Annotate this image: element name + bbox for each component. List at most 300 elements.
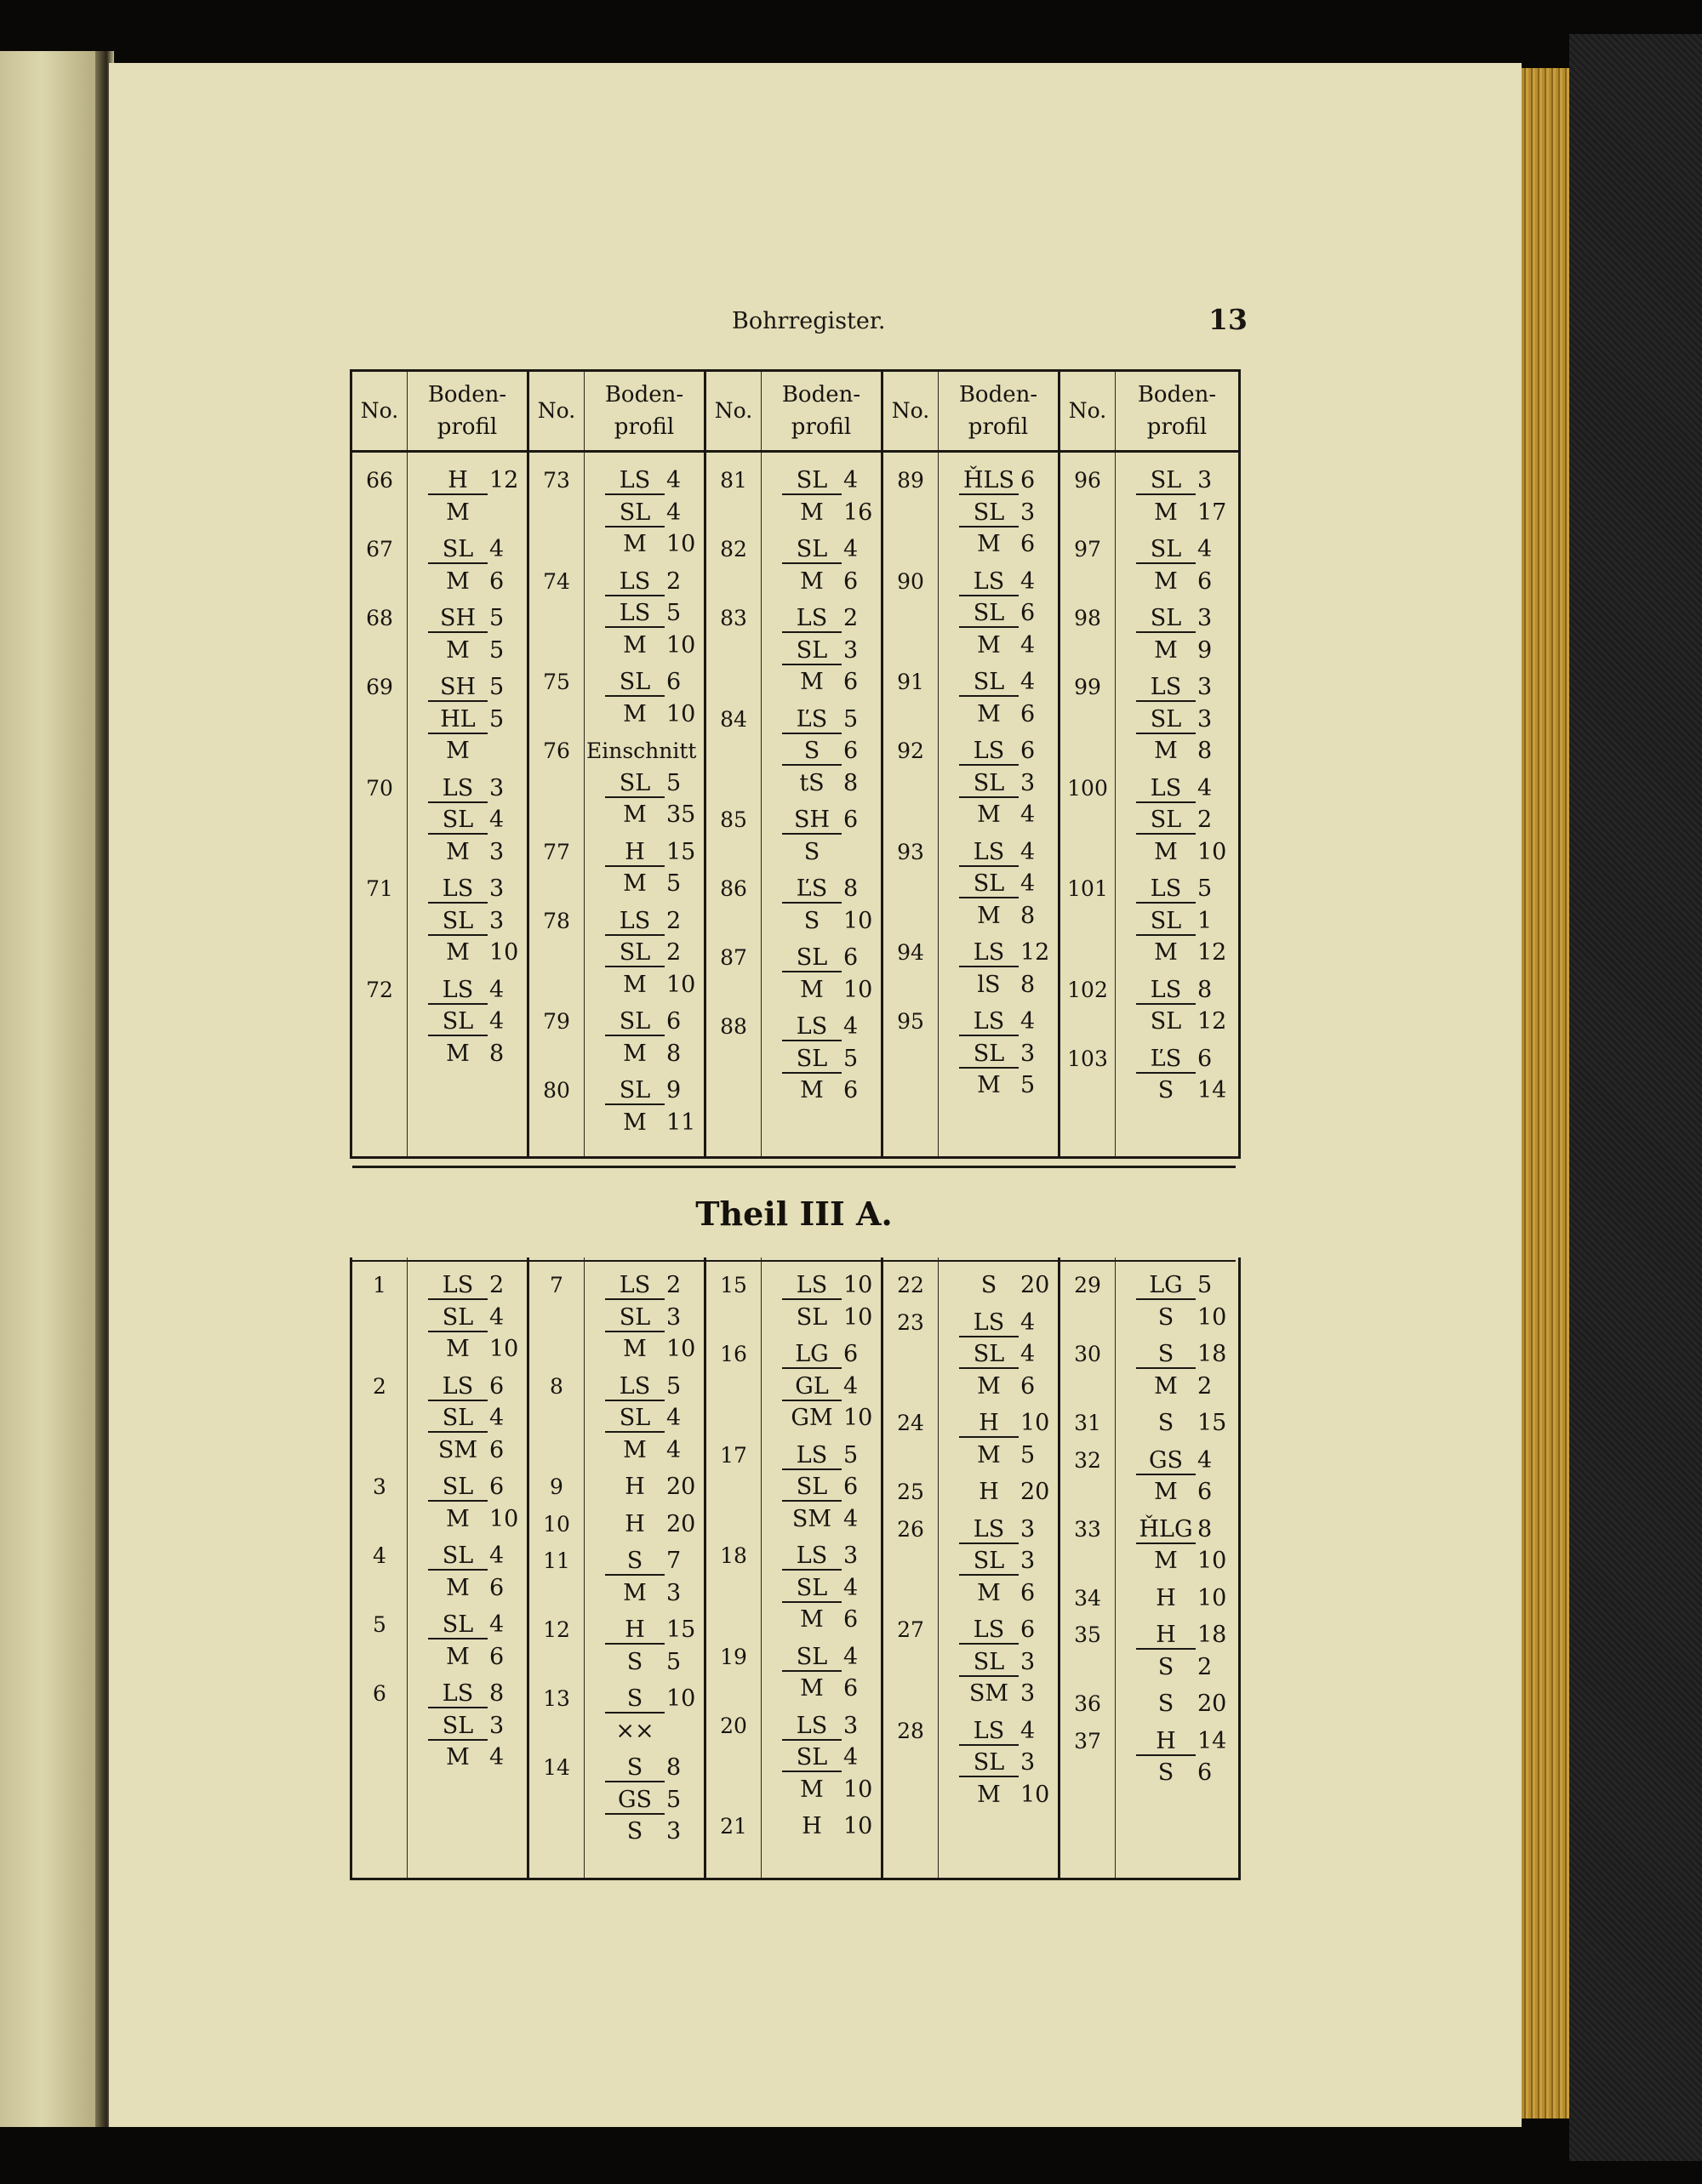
soil-symbol: SL bbox=[605, 666, 665, 697]
layer-depth: 4 bbox=[843, 467, 859, 493]
layer-depth: 6 bbox=[843, 944, 859, 971]
profile-layer bbox=[408, 1302, 527, 1334]
soil-symbol: SL bbox=[782, 1742, 842, 1772]
soil-symbol: M bbox=[800, 1675, 824, 1702]
soil-symbol: Einschnitt bbox=[586, 738, 697, 763]
number-column bbox=[351, 452, 408, 1158]
profile-layer bbox=[585, 1816, 704, 1848]
layer-depth: 6 bbox=[666, 1008, 682, 1035]
profile-layer bbox=[939, 1678, 1058, 1710]
profile-layer bbox=[939, 1646, 1058, 1679]
profile-layer bbox=[408, 1678, 527, 1710]
soil-symbol: M bbox=[623, 1040, 647, 1067]
soil-symbol: M bbox=[623, 1336, 647, 1362]
profile-layer bbox=[585, 1784, 704, 1816]
soil-symbol: SL bbox=[782, 1641, 842, 1672]
soil-symbol: M bbox=[446, 1336, 470, 1362]
soil-symbol: SL bbox=[959, 767, 1019, 798]
profile-layer bbox=[762, 635, 881, 667]
soil-symbol: M bbox=[623, 631, 647, 659]
profile-layer bbox=[939, 799, 1058, 831]
profile-layer bbox=[939, 1407, 1058, 1440]
profile-entry bbox=[585, 1752, 704, 1853]
layer-depth: 3 bbox=[1020, 1680, 1036, 1707]
layer-depth: 3 bbox=[666, 1579, 682, 1606]
soil-symbol: SL bbox=[959, 868, 1019, 898]
profile-layer bbox=[939, 1038, 1058, 1070]
profile-layer bbox=[585, 1434, 704, 1467]
number-column bbox=[1059, 1257, 1116, 1879]
layer-depth: 6 bbox=[1197, 1759, 1213, 1786]
soil-symbol: M bbox=[446, 499, 470, 526]
boring-number: 96 bbox=[1074, 468, 1101, 493]
boring-number: 35 bbox=[1074, 1622, 1101, 1647]
soil-symbol: M bbox=[977, 1372, 1001, 1400]
boring-number: 68 bbox=[366, 606, 393, 630]
number-column bbox=[882, 1257, 939, 1879]
profile-layer bbox=[1116, 1688, 1238, 1720]
soil-symbol: M bbox=[977, 1579, 1001, 1606]
profile-layer bbox=[939, 597, 1058, 630]
profile-layer bbox=[939, 836, 1058, 869]
soil-symbol: M bbox=[446, 738, 470, 764]
soil-symbol: SL bbox=[428, 1402, 488, 1433]
layer-depth: 15 bbox=[666, 838, 696, 865]
soil-symbol: SM bbox=[968, 1680, 1009, 1707]
soil-symbol: lS bbox=[977, 971, 1001, 998]
number-column bbox=[1059, 452, 1116, 1158]
soil-symbol: M bbox=[1154, 1479, 1178, 1505]
profile-layer bbox=[762, 1011, 881, 1043]
profile-entry bbox=[585, 1545, 704, 1614]
layer-depth: 10 bbox=[489, 1336, 519, 1362]
soil-symbol: SL bbox=[959, 497, 1019, 527]
profile-layer bbox=[1116, 937, 1238, 969]
layer-depth: 10 bbox=[1020, 1410, 1050, 1436]
soil-symbol: H bbox=[959, 1407, 1019, 1438]
profile-layer bbox=[939, 900, 1058, 932]
profile-entry bbox=[1116, 671, 1238, 773]
boring-number: 27 bbox=[897, 1617, 924, 1642]
boring-number: 66 bbox=[366, 468, 393, 493]
soil-symbol: SL bbox=[605, 1006, 665, 1036]
profile-entry bbox=[1116, 1582, 1238, 1620]
layer-depth: 4 bbox=[1020, 567, 1036, 595]
soil-symbol: S bbox=[605, 1683, 665, 1714]
soil-symbol: LS bbox=[959, 735, 1019, 766]
boring-number: 80 bbox=[543, 1078, 570, 1103]
layer-depth: 20 bbox=[1020, 1479, 1050, 1505]
profile-entry bbox=[408, 873, 527, 974]
soil-symbol: H bbox=[979, 1479, 999, 1505]
register-table-upper bbox=[350, 369, 1241, 1159]
layer-depth: 5 bbox=[1197, 875, 1213, 902]
boring-number: 28 bbox=[897, 1718, 924, 1743]
header-no: No. bbox=[705, 371, 762, 452]
soil-symbol: H bbox=[802, 1813, 822, 1839]
layer-depth: 10 bbox=[489, 939, 519, 966]
layer-depth: 5 bbox=[666, 870, 682, 897]
layer-depth: 5 bbox=[1197, 1272, 1213, 1298]
header-profile-text: Boden- profil bbox=[427, 382, 507, 440]
boring-number: 74 bbox=[543, 568, 570, 594]
layer-depth: 6 bbox=[489, 1372, 505, 1400]
profile-layer bbox=[585, 799, 704, 831]
soil-symbol: ȞLG bbox=[1136, 1514, 1196, 1544]
profile-layer bbox=[939, 1545, 1058, 1577]
profile-entry bbox=[762, 1440, 881, 1541]
profile-layer bbox=[939, 666, 1058, 699]
profile-layer bbox=[1116, 1619, 1238, 1651]
boring-number: 36 bbox=[1074, 1691, 1101, 1716]
profile-layer bbox=[1116, 735, 1238, 767]
layer-depth: 5 bbox=[489, 636, 505, 664]
profile-entry bbox=[1116, 1445, 1238, 1514]
soil-symbol: SL bbox=[605, 767, 665, 798]
boring-number: 102 bbox=[1067, 977, 1108, 1002]
layer-depth: 6 bbox=[843, 669, 859, 695]
profile-layer bbox=[762, 666, 881, 699]
profile-layer bbox=[762, 1810, 881, 1843]
layer-depth: 4 bbox=[843, 1574, 859, 1601]
profile-layer bbox=[1116, 1043, 1238, 1075]
boring-number: 9 bbox=[550, 1474, 563, 1499]
profile-column bbox=[1116, 452, 1240, 1158]
layer-depth: 4 bbox=[843, 536, 859, 562]
layer-depth: 2 bbox=[843, 605, 859, 631]
profile-layer bbox=[1116, 1407, 1238, 1440]
soil-symbol: LS bbox=[782, 602, 842, 633]
soil-symbol: M bbox=[446, 567, 470, 595]
layer-depth: 4 bbox=[489, 1542, 505, 1569]
layer-depth: 4 bbox=[1020, 1309, 1036, 1336]
profile-layer bbox=[408, 1710, 527, 1742]
profile-entry bbox=[585, 1371, 704, 1472]
layer-depth: 10 bbox=[843, 1303, 873, 1331]
layer-depth: 20 bbox=[666, 1474, 696, 1500]
profile-layer bbox=[1116, 873, 1238, 905]
profile-layer bbox=[408, 836, 527, 869]
profile-layer bbox=[585, 497, 704, 529]
profile-entry bbox=[1116, 1725, 1238, 1794]
boring-number: 90 bbox=[897, 568, 924, 594]
layer-depth: 5 bbox=[489, 705, 505, 733]
profile-layer bbox=[408, 1402, 527, 1434]
boring-number: 75 bbox=[543, 670, 570, 694]
layer-depth: 3 bbox=[489, 907, 505, 934]
profile-entry bbox=[585, 1269, 704, 1371]
header-profile-text: Boden- profil bbox=[604, 382, 684, 440]
boring-number: 14 bbox=[543, 1755, 570, 1780]
boring-number: 5 bbox=[373, 1612, 386, 1637]
soil-symbol: SL bbox=[1136, 804, 1196, 835]
profile-layer bbox=[1116, 1302, 1238, 1334]
soil-symbol: LS bbox=[782, 1440, 842, 1470]
profile-column bbox=[762, 452, 882, 1158]
boring-number: 101 bbox=[1067, 876, 1108, 901]
layer-depth: 6 bbox=[1020, 600, 1036, 626]
boring-number: 78 bbox=[543, 908, 570, 933]
profile-layer bbox=[1116, 1545, 1238, 1577]
profile-layer bbox=[408, 735, 527, 767]
profile-entry bbox=[939, 836, 1058, 938]
soil-symbol: SL bbox=[428, 905, 488, 936]
profile-entry bbox=[939, 1476, 1058, 1514]
profile-layer bbox=[408, 602, 527, 635]
layer-depth: 3 bbox=[489, 838, 505, 865]
layer-depth: 4 bbox=[1020, 1008, 1036, 1035]
profile-entry bbox=[408, 671, 527, 773]
layer-depth: 2 bbox=[1197, 807, 1213, 833]
header-profile bbox=[762, 371, 882, 452]
profile-layer bbox=[939, 699, 1058, 731]
layer-depth: 4 bbox=[1020, 870, 1036, 897]
layer-depth: 6 bbox=[843, 1474, 859, 1500]
soil-symbol: M bbox=[800, 499, 824, 526]
profile-column bbox=[939, 452, 1059, 1158]
soil-symbol: S bbox=[803, 907, 820, 934]
soil-symbol: SL bbox=[782, 533, 842, 564]
profile-layer bbox=[585, 1471, 704, 1503]
profile-layer bbox=[939, 566, 1058, 598]
soil-symbol: HL bbox=[428, 704, 488, 734]
profile-entry bbox=[939, 1307, 1058, 1408]
profile-entry bbox=[585, 1075, 704, 1143]
layer-depth: 5 bbox=[1020, 1072, 1036, 1098]
profile-entry bbox=[939, 1006, 1058, 1107]
profile-layer bbox=[762, 1371, 881, 1403]
soil-symbol: SL bbox=[1150, 1008, 1182, 1035]
soil-symbol: LS bbox=[959, 1307, 1019, 1337]
profile-layer bbox=[762, 533, 881, 566]
soil-symbol: LS bbox=[428, 1269, 488, 1300]
profile-entry bbox=[585, 1614, 704, 1683]
profile-entry bbox=[762, 1011, 881, 1112]
soil-symbol: LS bbox=[605, 1371, 665, 1401]
layer-depth: 10 bbox=[843, 1272, 873, 1298]
profile-entry bbox=[408, 773, 527, 874]
profile-entry bbox=[939, 566, 1058, 667]
soil-symbol: S bbox=[626, 1648, 643, 1675]
profile-entry bbox=[585, 836, 704, 905]
profile-entry bbox=[1116, 602, 1238, 671]
soil-symbol: M bbox=[1154, 838, 1178, 865]
layer-depth: 4 bbox=[1020, 838, 1036, 865]
soil-symbol: ×× bbox=[615, 1717, 654, 1744]
soil-symbol: M bbox=[623, 971, 647, 998]
profile-layer bbox=[1116, 1725, 1238, 1758]
layer-depth: 5 bbox=[489, 674, 505, 700]
layer-depth: 4 bbox=[843, 1643, 859, 1670]
profile-entry bbox=[939, 1269, 1058, 1307]
profile-entry bbox=[585, 666, 704, 735]
soil-symbol: SL bbox=[782, 1043, 842, 1074]
layer-depth: 4 bbox=[843, 1013, 859, 1040]
soil-symbol: GL bbox=[782, 1371, 842, 1401]
soil-symbol: S bbox=[1157, 1077, 1174, 1103]
profile-layer bbox=[762, 1641, 881, 1674]
profile-entry bbox=[762, 602, 881, 704]
layer-depth: 8 bbox=[1197, 1515, 1213, 1542]
soil-symbol: GS bbox=[605, 1784, 665, 1815]
soil-symbol: LS bbox=[959, 1514, 1019, 1544]
soil-symbol: M bbox=[623, 1579, 647, 1606]
profile-layer bbox=[939, 1514, 1058, 1546]
soil-symbol: S bbox=[1157, 1410, 1174, 1436]
number-column bbox=[528, 452, 585, 1158]
soil-symbol: SL bbox=[605, 497, 665, 527]
number-column bbox=[528, 1257, 585, 1879]
layer-depth: 3 bbox=[1020, 1515, 1036, 1542]
boring-number: 22 bbox=[897, 1273, 924, 1297]
layer-depth: 3 bbox=[843, 1712, 859, 1739]
soil-symbol: SL bbox=[959, 1338, 1019, 1369]
layer-depth: 4 bbox=[666, 1405, 682, 1431]
soil-symbol: SL bbox=[1136, 905, 1196, 936]
profile-entry bbox=[762, 1540, 881, 1641]
profile-layer bbox=[408, 1434, 527, 1467]
profile-layer bbox=[585, 1683, 704, 1715]
profile-layer bbox=[408, 1503, 527, 1536]
profile-layer bbox=[762, 836, 881, 869]
profile-layer bbox=[408, 1471, 527, 1503]
profile-layer bbox=[1116, 1651, 1238, 1684]
layer-depth: 15 bbox=[1197, 1410, 1227, 1436]
profile-entry bbox=[408, 465, 527, 533]
profile-entry bbox=[1116, 533, 1238, 602]
profile-layer bbox=[585, 905, 704, 938]
layer-depth: 10 bbox=[1020, 1781, 1050, 1808]
profile-layer bbox=[939, 1779, 1058, 1811]
layer-depth: 6 bbox=[1197, 1479, 1213, 1505]
profile-layer bbox=[939, 1577, 1058, 1610]
profile-entry bbox=[1116, 873, 1238, 974]
boring-number: 31 bbox=[1074, 1411, 1101, 1435]
profile-entry bbox=[585, 465, 704, 566]
profile-layer bbox=[939, 1069, 1058, 1102]
soil-symbol: SL bbox=[1136, 602, 1196, 633]
profile-layer bbox=[585, 566, 704, 598]
layer-depth: 3 bbox=[843, 636, 859, 664]
profile-layer bbox=[939, 1614, 1058, 1646]
layer-depth: 3 bbox=[1197, 674, 1213, 700]
number-column bbox=[351, 1257, 408, 1879]
layer-depth: 35 bbox=[666, 801, 696, 828]
profile-layer bbox=[939, 497, 1058, 529]
layer-depth: 6 bbox=[843, 1606, 859, 1633]
boring-number: 103 bbox=[1067, 1046, 1108, 1071]
boring-number: 70 bbox=[366, 775, 393, 801]
soil-symbol: SL bbox=[959, 597, 1019, 628]
layer-depth: 10 bbox=[843, 1813, 873, 1839]
layer-depth: 4 bbox=[489, 807, 505, 833]
layer-depth: 5 bbox=[666, 769, 682, 796]
profile-layer bbox=[585, 1715, 704, 1748]
profile-entry bbox=[762, 465, 881, 533]
profile-layer bbox=[585, 1371, 704, 1403]
layer-depth: 6 bbox=[1020, 531, 1036, 557]
layer-depth: 6 bbox=[1020, 1579, 1036, 1606]
layer-depth: 6 bbox=[489, 1574, 505, 1601]
profile-entry bbox=[762, 1269, 881, 1338]
soil-symbol: SL bbox=[1136, 704, 1196, 734]
soil-symbol: S bbox=[605, 1752, 665, 1782]
profile-layer bbox=[585, 699, 704, 731]
profile-layer bbox=[762, 602, 881, 635]
boring-number: 71 bbox=[366, 876, 393, 901]
boring-number: 12 bbox=[543, 1617, 570, 1642]
profile-column bbox=[762, 1257, 882, 1879]
soil-symbol: SL bbox=[428, 1006, 488, 1036]
profile-layer bbox=[1116, 635, 1238, 667]
soil-symbol: S bbox=[1157, 1303, 1174, 1331]
profile-layer bbox=[939, 528, 1058, 561]
layer-depth: 18 bbox=[1197, 1622, 1227, 1648]
profile-layer bbox=[408, 1742, 527, 1774]
boring-number: 82 bbox=[720, 537, 747, 562]
layer-depth: 3 bbox=[1020, 1040, 1036, 1067]
profile-layer bbox=[408, 1572, 527, 1605]
soil-symbol: M bbox=[800, 1606, 824, 1633]
layer-depth: 8 bbox=[666, 1754, 682, 1781]
register-table-lower bbox=[350, 1257, 1241, 1880]
header-profile-text: Boden- profil bbox=[958, 382, 1038, 440]
soil-symbol: LS bbox=[959, 566, 1019, 596]
layer-depth: 6 bbox=[489, 1474, 505, 1500]
profile-layer bbox=[408, 804, 527, 836]
boring-number: 7 bbox=[550, 1273, 563, 1297]
soil-symbol: M bbox=[623, 531, 647, 557]
soil-symbol: LS bbox=[428, 974, 488, 1005]
profile-layer bbox=[1116, 1445, 1238, 1477]
soil-symbol: M bbox=[623, 870, 647, 897]
soil-symbol: GM bbox=[791, 1405, 833, 1431]
layer-depth: 4 bbox=[843, 1505, 859, 1532]
soil-symbol: LS bbox=[782, 1011, 842, 1041]
layer-depth: 8 bbox=[489, 1040, 505, 1067]
profile-entry bbox=[408, 1269, 527, 1371]
header-profile bbox=[939, 371, 1059, 452]
layer-depth: 3 bbox=[1197, 467, 1213, 493]
soil-symbol: S bbox=[605, 1545, 665, 1576]
layer-depth: 17 bbox=[1197, 499, 1227, 526]
profile-entry bbox=[762, 533, 881, 602]
soil-symbol: M bbox=[623, 1436, 647, 1463]
layer-depth: 3 bbox=[489, 1712, 505, 1739]
soil-symbol: SL bbox=[1136, 465, 1196, 495]
layer-depth: 3 bbox=[489, 875, 505, 902]
soil-symbol: SL bbox=[959, 1646, 1019, 1677]
profile-entry bbox=[585, 735, 704, 836]
layer-depth: 10 bbox=[843, 976, 873, 1003]
profile-layer bbox=[1116, 1006, 1238, 1038]
profile-layer bbox=[1116, 1371, 1238, 1403]
soil-symbol: tS bbox=[799, 769, 825, 796]
profile-layer bbox=[762, 873, 881, 905]
boring-number: 83 bbox=[720, 606, 747, 630]
layer-depth: 3 bbox=[1197, 605, 1213, 631]
soil-symbol: SL bbox=[428, 1471, 488, 1502]
layer-depth: 10 bbox=[666, 531, 696, 557]
profile-layer bbox=[762, 1710, 881, 1742]
soil-symbol: S bbox=[1157, 1653, 1174, 1680]
profile-layer bbox=[585, 1006, 704, 1038]
profile-layer bbox=[1116, 1338, 1238, 1371]
boring-number: 85 bbox=[720, 807, 747, 832]
profile-layer bbox=[1116, 905, 1238, 938]
profile-layer bbox=[939, 465, 1058, 497]
profile-layer bbox=[1116, 1476, 1238, 1508]
